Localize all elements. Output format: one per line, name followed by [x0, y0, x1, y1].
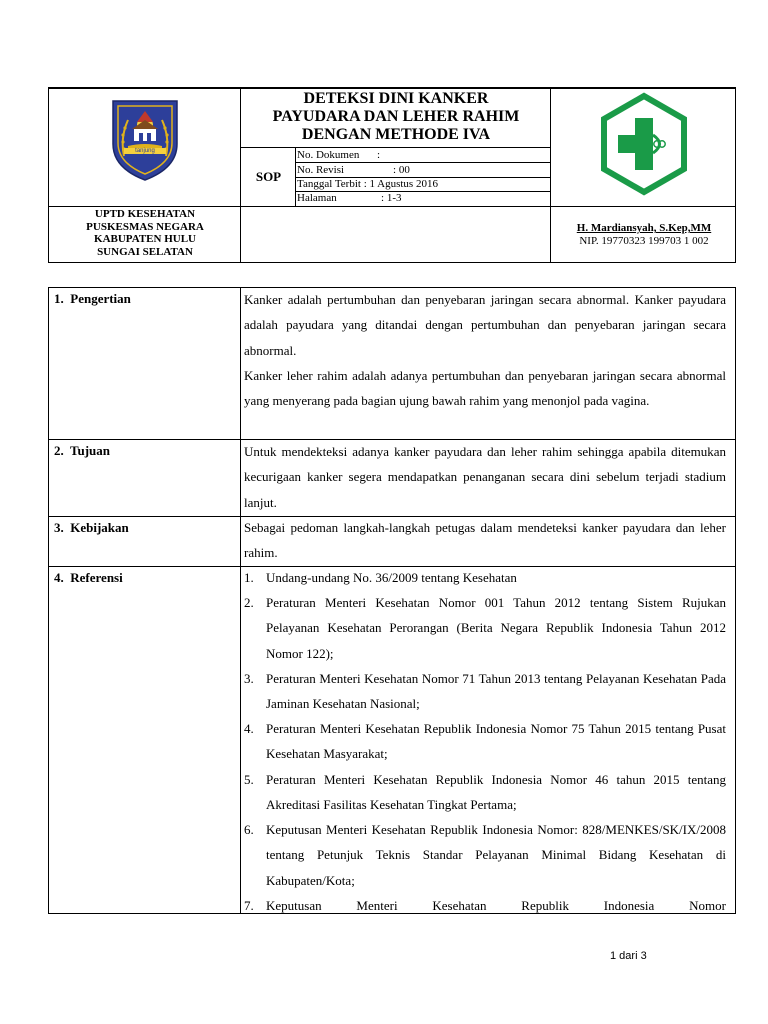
signer-name: H. Mardiansyah, S.Kep,MM: [576, 222, 712, 234]
reference-item: [244, 716, 726, 767]
reference-text: Peraturan Menteri Kesehatan Nomor 001 Tahun 2012 tentang Sistem Rujukan Pelayanan Kesehatan Perorangan (Berita Negara Republik Indonesia Tahun 2012 Nomor 122);: [266, 595, 726, 661]
reference-word: Indonesia: [603, 898, 655, 913]
section-label-kebijakan: 3. Kebijakan: [54, 520, 129, 535]
reference-word: Keputusan: [266, 898, 322, 913]
reference-item: [244, 666, 726, 717]
section-content-pengertian: [244, 287, 726, 413]
reference-item: [244, 767, 726, 818]
paragraph: Untuk mendekteksi adanya kanker payudara dan leher rahim sehingga apabila ditemukan kecurigaan kanker segera mendapatkan penanganan secara dini sebelum terjadi stadium lanjut.: [244, 444, 726, 510]
reference-word: Menteri: [356, 898, 398, 913]
section-label-referensi: 4. Referensi: [54, 570, 123, 585]
org-line: KABUPATEN HULU: [94, 233, 196, 245]
meta-separator: :: [363, 178, 367, 190]
reference-number: 1.: [244, 570, 254, 585]
signer-nip: NIP. 19770323 199703 1 002: [579, 235, 709, 247]
meta-value: 1 Agustus 2016: [369, 178, 438, 190]
org-line: UPTD KESEHATAN: [94, 208, 196, 220]
paragraph: Kanker adalah pertumbuhan dan penyebaran jaringan secara abnormal. Kanker payudara adalah payudara yang ditandai dengan pertumbuhan dan penyebaran jaringan secara abnormal.: [244, 292, 726, 358]
section-label-tujuan: 2. Tujuan: [54, 443, 111, 458]
regency-emblem-logo: [110, 98, 180, 182]
reference-text: Keputusan Menteri Kesehatan Republik Indonesia Nomor: 828/MENKES/SK/IX/2008 tentang Petunjuk Teknis Standar Pelayanan Minimal Bidang Kesehatan di Kabupaten/Kota;: [266, 822, 726, 888]
paragraph: Sebagai pedoman langkah-langkah petugas dalam mendeteksi kanker payudara dan leher rahim.: [244, 520, 726, 561]
reference-number: 4.: [244, 721, 254, 736]
emblem-ribbon-text: tanjung: [124, 148, 166, 154]
reference-text: Peraturan Menteri Kesehatan Republik Indonesia Nomor 46 tahun 2015 tentang Akreditasi Fasilitas Kesehatan Tingkat Pertama;: [266, 772, 726, 813]
meta-value: 00: [398, 164, 410, 176]
meta-label: Tanggal Terbit: [297, 178, 361, 190]
reference-item: [244, 893, 726, 918]
meta-value: 1-3: [386, 192, 402, 204]
reference-text: Peraturan Menteri Kesehatan Republik Indonesia Nomor 75 Tahun 2015 tentang Pusat Kesehatan Masyarakat;: [266, 721, 726, 762]
reference-word: Kesehatan: [432, 898, 487, 913]
title-line: DETEKSI DINI KANKER: [303, 90, 489, 107]
meta-row-issue-date: [297, 177, 549, 191]
reference-word: Republik: [521, 898, 569, 913]
meta-label: No. Revisi: [297, 164, 345, 176]
organization-name: [50, 208, 240, 258]
signer-block: [552, 222, 736, 248]
paragraph: Kanker leher rahim adalah adanya pertumbuhan dan penyebaran jaringan secara abnormal yang menyerang pada bagian ujung bawah rahim yang menonjol pada vagina.: [244, 367, 726, 409]
meta-row-revision: [297, 163, 549, 177]
reference-number: 7.: [244, 898, 254, 913]
title-line: PAYUDARA DAN LEHER RAHIM: [272, 108, 520, 125]
meta-row-document-number: [297, 148, 549, 162]
org-line: PUSKESMAS NEGARA: [86, 220, 204, 233]
reference-item: [244, 590, 726, 666]
reference-number: 2.: [244, 595, 254, 610]
meta-label: Halaman: [297, 192, 337, 204]
section-content-kebijakan: [244, 515, 726, 566]
reference-number: 6.: [244, 822, 254, 837]
meta-row-page: [297, 191, 549, 205]
meta-label: No. Dokumen: [297, 149, 360, 161]
reference-number: 5.: [244, 772, 254, 787]
puskesmas-logo: [600, 92, 688, 196]
reference-word: Nomor: [689, 898, 726, 913]
title-line: DENGAN METHODE IVA: [301, 126, 491, 143]
reference-item: [244, 565, 726, 590]
meta-separator: :: [377, 149, 381, 161]
reference-text: Undang-undang No. 36/2009 tentang Kesehatan: [266, 570, 517, 585]
meta-separator: :: [393, 164, 397, 176]
meta-separator: :: [381, 192, 385, 204]
reference-text: Peraturan Menteri Kesehatan Nomor 71 Tahun 2013 tentang Pelayanan Kesehatan Pada Jaminan Kesehatan Nasional;: [266, 671, 726, 712]
reference-text: [266, 893, 726, 918]
org-line: SUNGAI SELATAN: [97, 245, 193, 258]
reference-number: 3.: [244, 671, 254, 686]
section-label-pengertian: 1. Pengertian: [54, 291, 131, 306]
sop-label: SOP: [255, 169, 282, 184]
page-number: 1 dari 3: [610, 950, 647, 962]
section-content-tujuan: [244, 439, 726, 515]
reference-item: [244, 817, 726, 893]
document-title: [242, 90, 550, 144]
